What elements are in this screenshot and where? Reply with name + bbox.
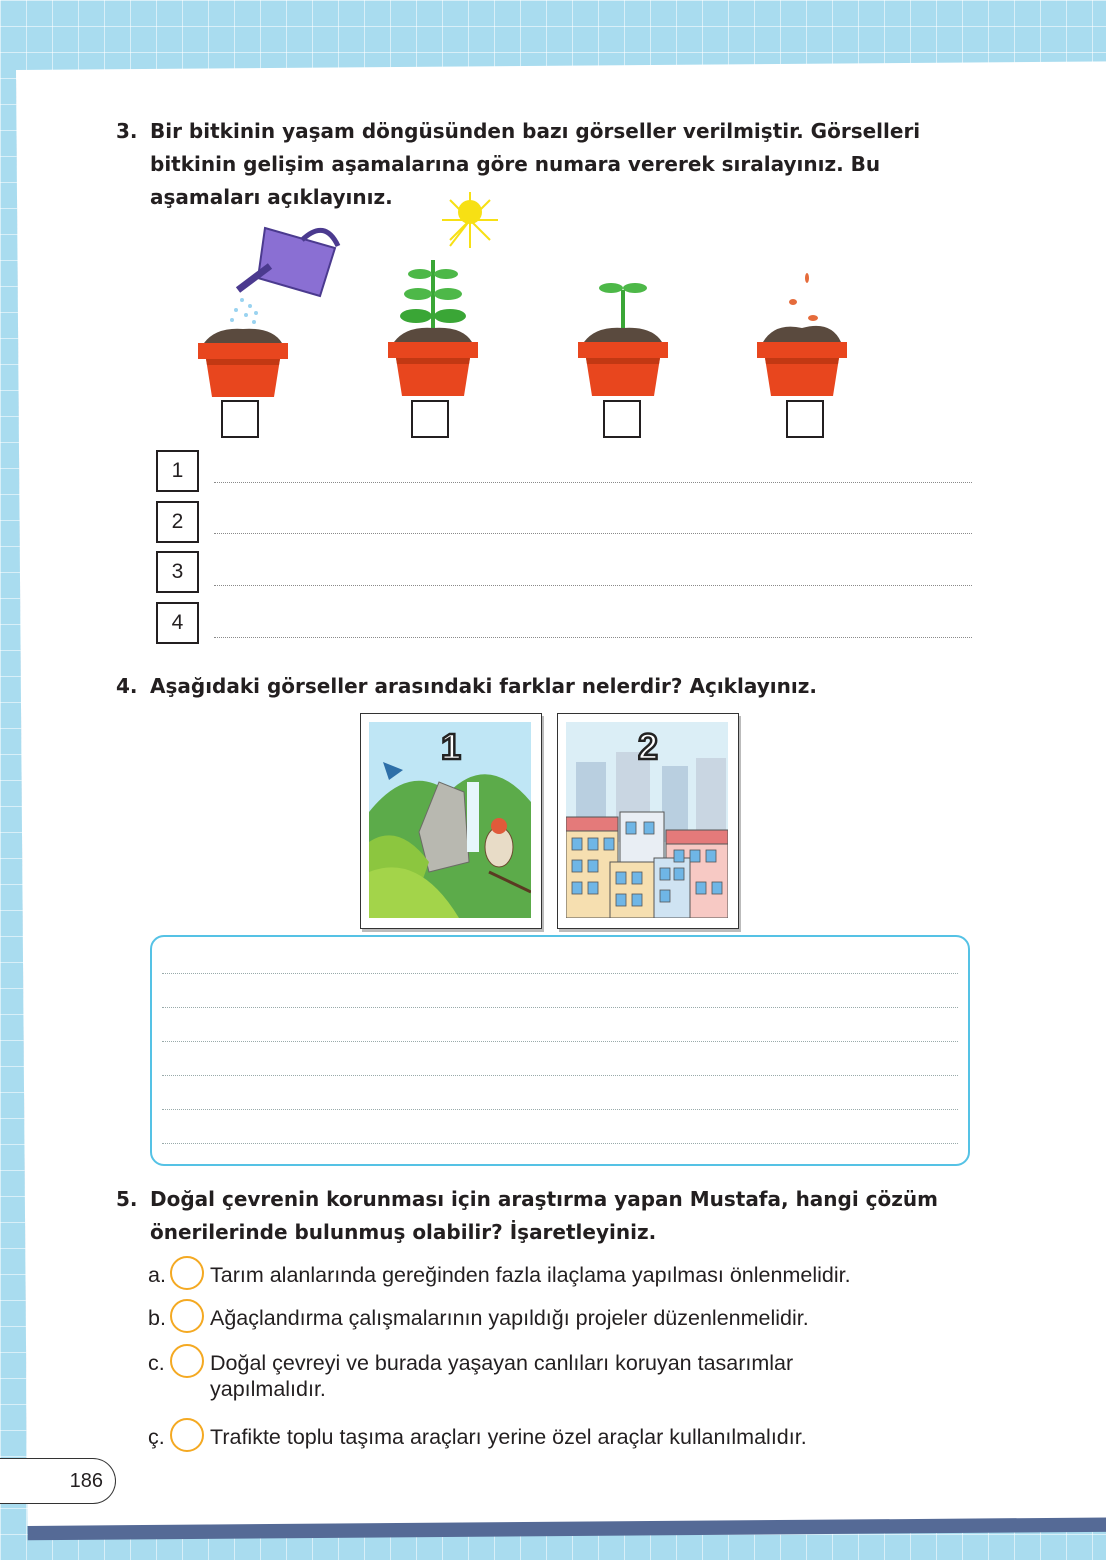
stage-number-box: 1	[156, 450, 199, 492]
order-box-4[interactable]	[786, 400, 824, 438]
pot-grown-plant-icon	[386, 250, 480, 400]
answer-line	[162, 1007, 958, 1008]
stage-answer-line-3[interactable]	[214, 585, 972, 586]
order-box-3[interactable]	[603, 400, 641, 438]
option-c-checkbox[interactable]	[170, 1344, 204, 1378]
order-box-2[interactable]	[411, 400, 449, 438]
page-number: 186	[0, 1458, 116, 1504]
option-letter: c.	[148, 1351, 165, 1375]
stage-number-box: 3	[156, 551, 199, 593]
sun-icon	[440, 190, 500, 250]
option-b	[148, 1305, 970, 1331]
option-text: Ağaçlandırma çalışmalarının yapıldığı projeler düzenlenmelidir.	[210, 1306, 809, 1330]
question-5	[116, 1183, 996, 1249]
stage-number-box: 4	[156, 602, 199, 644]
answer-line	[162, 1109, 958, 1110]
option-a-checkbox[interactable]	[170, 1256, 204, 1290]
pot-watered-soil-icon	[196, 305, 290, 401]
stage-answer-line-2[interactable]	[214, 533, 972, 534]
question-number: 4.	[116, 674, 138, 698]
pot-seeds-icon	[755, 270, 849, 400]
question-number: 5.	[116, 1187, 138, 1211]
option-text: Tarım alanlarında gereğinden fazla ilaçlama yapılması önlenmelidir.	[210, 1263, 851, 1287]
city-photo	[557, 713, 739, 929]
stage-answer-line-4[interactable]	[214, 637, 972, 638]
pot-sprout-icon	[576, 270, 670, 400]
answer-box[interactable]	[150, 935, 970, 1166]
option-ç	[148, 1424, 970, 1450]
question-number: 3.	[116, 119, 138, 143]
answer-line	[162, 1075, 958, 1076]
question-line: bitkinin gelişim aşamalarına göre numara vererek sıralayınız. Bu	[150, 152, 881, 176]
option-text: Trafikte toplu taşıma araçları yerine özel araçlar kullanılmalıdır.	[210, 1425, 807, 1449]
option-text: yapılmalıdır.	[210, 1377, 326, 1401]
answer-line	[162, 1143, 958, 1144]
photo-label: 2	[637, 726, 659, 767]
option-ç-checkbox[interactable]	[170, 1418, 204, 1452]
stage-number-box: 2	[156, 501, 199, 543]
option-a	[148, 1262, 970, 1288]
question-line: Doğal çevrenin korunması için araştırma yapan Mustafa, hangi çözüm	[150, 1187, 938, 1211]
answer-line	[162, 973, 958, 974]
question-line: önerilerinde bulunmuş olabilir? İşaretleyiniz.	[150, 1220, 657, 1244]
option-letter: ç.	[148, 1425, 165, 1449]
option-text: Doğal çevreyi ve burada yaşayan canlıları koruyan tasarımlar	[210, 1351, 794, 1375]
option-letter: b.	[148, 1306, 166, 1330]
order-box-1[interactable]	[221, 400, 259, 438]
stage-answer-line-1[interactable]	[214, 482, 972, 483]
answer-line	[162, 1041, 958, 1042]
option-c	[148, 1350, 970, 1402]
option-letter: a.	[148, 1263, 166, 1287]
question-line: aşamaları açıklayınız.	[150, 185, 393, 209]
nature-photo	[360, 713, 542, 929]
question-line: Bir bitkinin yaşam döngüsünden bazı görseller verilmiştir. Görselleri	[150, 119, 921, 143]
question-4	[116, 670, 996, 703]
option-b-checkbox[interactable]	[170, 1299, 204, 1333]
question-3	[116, 115, 996, 214]
photo-label: 1	[440, 726, 462, 767]
question-line: Aşağıdaki görseller arasındaki farklar nelerdir? Açıklayınız.	[150, 674, 817, 698]
